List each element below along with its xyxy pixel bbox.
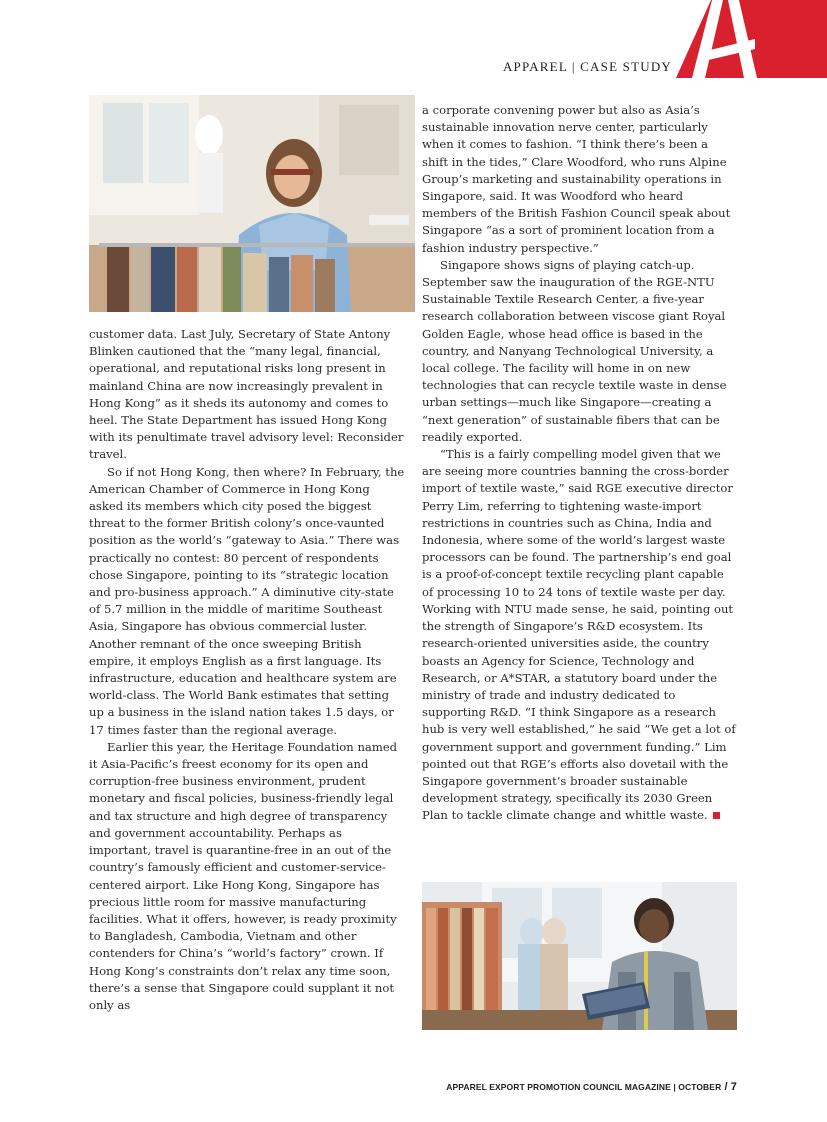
footer-separator: / (721, 1081, 731, 1093)
right-paragraph-3 (422, 446, 737, 824)
page-footer (440, 1081, 737, 1093)
footer-publication: APPAREL EXPORT PROMOTION COUNCIL MAGAZINE | OCTOBER (446, 1082, 722, 1092)
right-paragraph-1: a corporate convening power but also as Asia’s sustainable innovation nerve center, particularly when it comes to fashion. “I think there’s been a shift in the tides,” Clare Woodford, who runs Alpine Group’s marketing and sustainability operations in Singapore, said. It was Woodford who heard members of the British Fashion Council speak about Singapore “as a sort of prominent location from a fashion industry perspective.” (422, 103, 731, 255)
right-paragraph-3-text: “This is a fairly compelling model given that we are seeing more countries banning the cross-border import of textile waste,” said RGE executive director Perry Lim, referring to tightening waste-import restrictions in countries such as China, India and Indonesia, where some of the world’s largest waste processors can be found. The partnership’s end goal is a proof-of-concept textile recycling plant capable of processing 10 to 24 tons of textile waste per day. Working with NTU made sense, he said, pointing out the strength of Singapore’s R&D ecosystem. Its research-oriented universities aside, the country boasts an Agency for Science, Technology and Research, or A*STAR, a statutory board under the ministry of trade and industry dedicated to supporting R&D. “I think Singapore as a research hub is very well established,” he said “We get a lot of government support and government funding.” Lim pointed out that RGE’s efforts also dovetail with the Singapore government’s broader sustainable development strategy, specifically its 2030 Green Plan to tackle climate change and whittle waste. (422, 447, 736, 823)
page-number: 7 (730, 1081, 737, 1093)
end-of-article-icon (713, 812, 720, 819)
top-photo (89, 95, 415, 312)
left-paragraph-2: So if not Hong Kong, then where? In February, the American Chamber of Commerce in Hong Kong asked its members which city posed the biggest threat to the former British colony’s once-vaunted position as the world’s “gateway to Asia.” There was practically no contest: 80 percent of respondents chose Singapore, pointing to its “strategic location and pro-business approach.” A diminutive city-state of 5.7 million in the middle of maritime Southeast Asia, Singapore has obvious commercial luster. Another remnant of the once sweeping British empire, it employs English as a first language. Its infrastructure, education and healthcare system are world-class. The World Bank estimates that setting up a business in the island nation takes 1.5 days, or 17 times faster than the regional average. (89, 464, 405, 737)
section-label: APPAREL | CASE STUDY (502, 59, 672, 74)
right-article-column (422, 102, 737, 825)
left-paragraph-1: customer data. Last July, Secretary of State Antony Blinken cautioned that the “many legal, financial, operational, and reputational risks long present in mainland China are now increasingly prevalent in Hong Kong” as it sheds its autonomy and comes to heel. The State Department has issued Hong Kong with its penultimate travel advisory level: Reconsider travel. (89, 327, 404, 462)
magazine-logo-mark (676, 0, 827, 78)
right-paragraph-2: Singapore shows signs of playing catch-up. September saw the inauguration of the RGE-NTU Sustainable Textile Research Center, a five-year research collaboration between viscose giant Royal Golden Eagle, whose head office is based in the country, and Nanyang Technological University, a local college. The facility will home in on new technologies that can recycle textile waste in dense urban settings—much like Singapore—creating a “next generation” of sustainable fibers that can be readily exported. (422, 257, 727, 444)
left-article-column (89, 326, 405, 1014)
bottom-photo (422, 882, 737, 1030)
left-paragraph-3: Earlier this year, the Heritage Foundation named it Asia-Pacific’s freest economy for its open and corruption-free business environment, prudent monetary and fiscal policies, business-friendly legal and tax structure and high degree of transparency and government accountability. Perhaps as important, travel is quarantine-free in an out of the country’s famously efficient and customer-service-centered airport. Like Hong Kong, Singapore has precious little room for massive manufacturing facilities. What it offers, however, is ready proximity to Bangladesh, Cambodia, Vietnam and other contenders for China’s “world’s factory” crown. If Hong Kong’s constraints don’t relax any time soon, there’s a sense that Singapore could supplant it not only as (89, 739, 398, 1012)
